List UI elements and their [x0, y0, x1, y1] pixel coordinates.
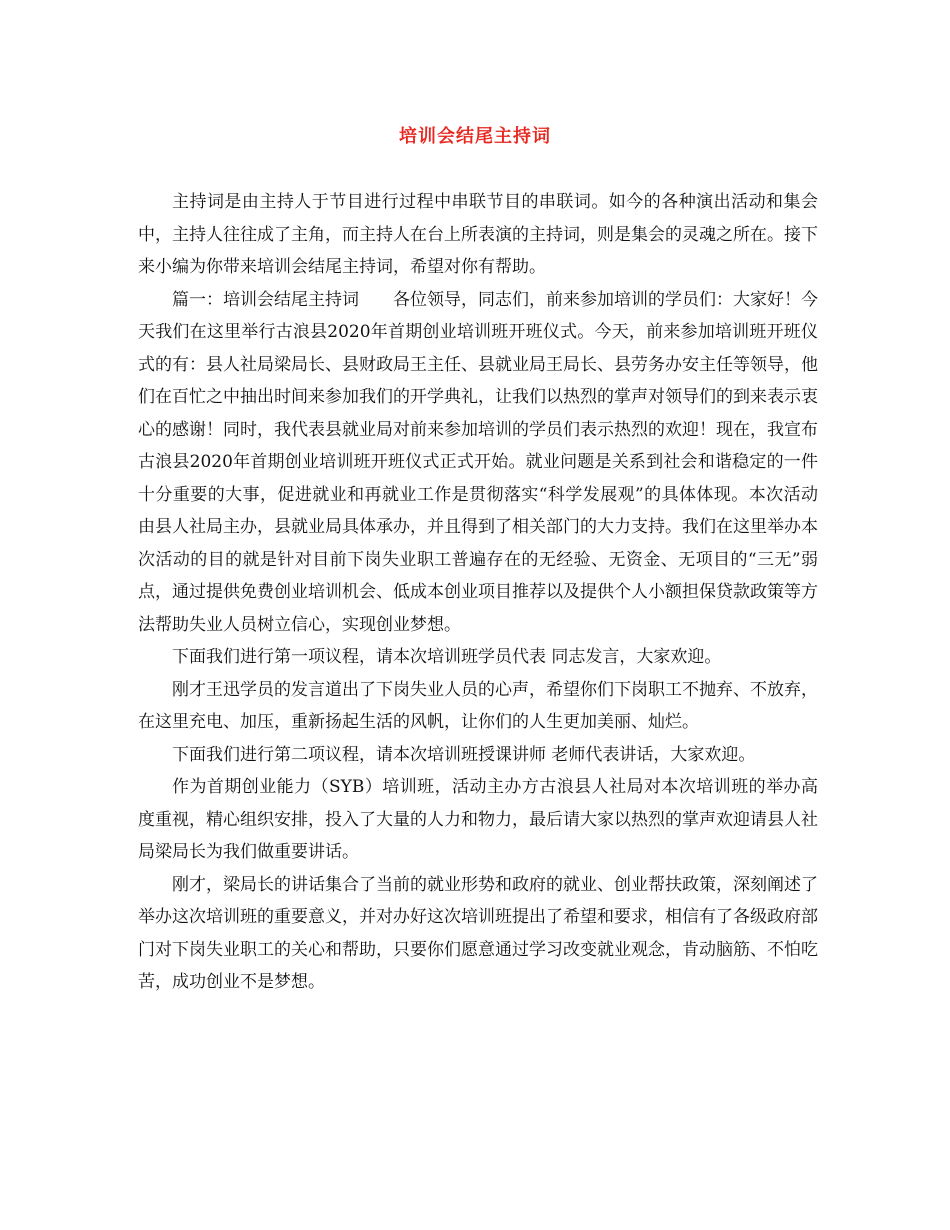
paragraph-student-speech-remark: 刚才王迅学员的发言道出了下岗失业人员的心声，希望你们下岗职工不抛弃、不放弃，在这里充电、加压，重新扬起生活的风帆，让你们的人生更加美丽、灿烂。: [138, 679, 818, 732]
paragraph-part-one-opening: 篇一：培训会结尾主持词 各位领导，同志们，前来参加培训的学员们：大家好！今天我们在这里举行古浪县2020年首期创业培训班开班仪式。今天，前来参加培训班开班仪式的有：县人社局梁局长、县财政局王主任、县就业局王局长、县劳务办安主任等领导，他们在百忙之中抽出时间来参加我们的开学典礼，让我们以热烈的掌声对领导们的到来表示衷心的感谢！同时，我代表县就业局对前来参加培训的学员们表示热烈的欢迎！现在，我宣布古浪县2020年首期创业培训班开班仪式正式开始。就业问题是关系到社会和谐稳定的一件十分重要的大事，促进就业和再就业工作是贯彻落实“科学发展观”的具体体现。本次活动由县人社局主办，县就业局具体承办，并且得到了相关部门的大力支持。我们在这里举办本次活动的目的就是针对目前下岗失业职工普遍存在的无经验、无资金、无项目的“三无”弱点，通过提供免费创业培训机会、低成本创业项目推荐以及提供个人小额担保贷款政策等方法帮助失业人员树立信心，实现创业梦想。: [138, 289, 818, 635]
paragraph-syb-training: 作为首期创业能力（SYB）培训班，活动主办方古浪县人社局对本次培训班的举办高度重视，精心组织安排，投入了大量的人力和物力，最后请大家以热烈的掌声欢迎请县人社局梁局长为我们做重要讲话。: [138, 777, 818, 862]
document-title: 培训会结尾主持词: [399, 126, 551, 147]
paragraph-intro: 主持词是由主持人于节目进行过程中串联节目的串联词。如今的各种演出活动和集会中，主持人往往成了主角，而主持人在台上所表演的主持词，则是集会的灵魂之所在。接下来小编为你带来培训会结尾主持词，希望对你有帮助。: [138, 192, 818, 277]
paragraph-agenda-two: 下面我们进行第二项议程，请本次培训班授课讲师 老师代表讲话，大家欢迎。: [172, 744, 756, 765]
paragraph-closing-remark: 刚才，梁局长的讲话集合了当前的就业形势和政府的就业、创业帮扶政策，深刻阐述了举办这次培训班的重要意义，并对办好这次培训班提出了希望和要求，相信有了各级政府部门对下岗失业职工的关心和帮助，只要你们愿意通过学习改变就业观念，肯动脑筋、不怕吃苦，成功创业不是梦想。: [138, 874, 818, 992]
paragraph-agenda-one: 下面我们进行第一项议程，请本次培训班学员代表 同志发言，大家欢迎。: [172, 647, 722, 667]
document-body: [138, 186, 818, 999]
